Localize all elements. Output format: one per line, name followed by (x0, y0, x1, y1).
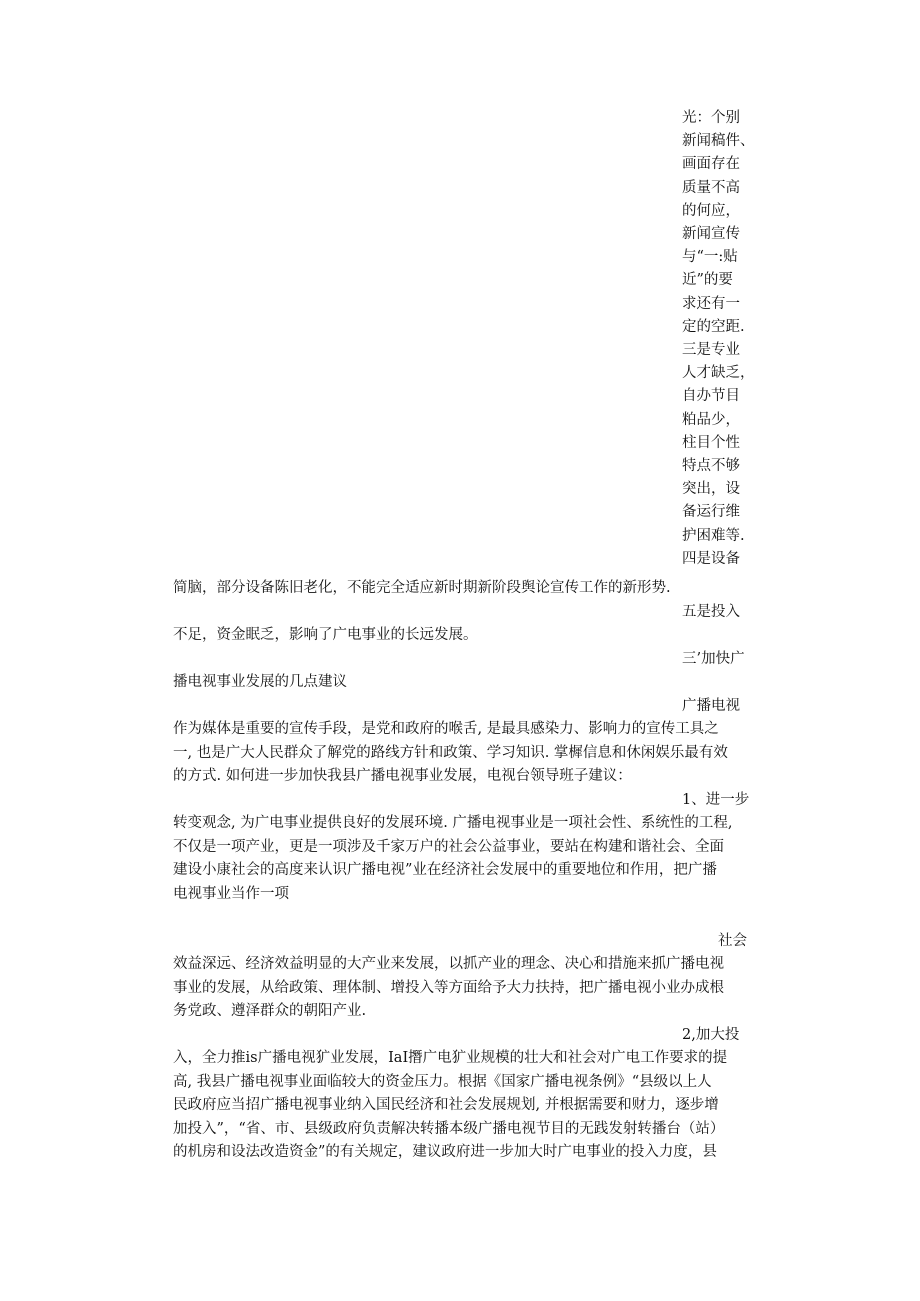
paragraph-line (173, 906, 753, 930)
narrow-line: 新闻稿件、 (682, 133, 755, 150)
narrow-line: 质量不高 (682, 179, 740, 196)
narrow-line: 求还有一 (682, 295, 740, 312)
narrow-line: 定的空距. (682, 318, 745, 335)
paragraph-line: 转变观念, 为广电事业提供良好的发展环境. 广播电视事业是一项社会性、系统性的工程, (173, 815, 733, 831)
paragraph-line: 务党政、遵泽群众的朝阳产业. (173, 1003, 367, 1019)
narrow-text-column (682, 107, 762, 571)
narrow-line: 备运行维 (682, 504, 740, 521)
paragraph-lead-line: 1、进一步 (682, 791, 750, 808)
paragraph-line: 不仅是一项产业，更是一项涉及千家万户的社会公益事业，要站在构建和谐社会、全面 (173, 838, 724, 855)
narrow-line: 近”的要 (682, 272, 733, 289)
narrow-line: 自办节目 (682, 388, 740, 405)
paragraph-line: 播电视事业发展的几点建议 (173, 674, 347, 690)
paragraph-lead-line: 2,加大投 (682, 1026, 740, 1043)
paragraph-line: 的机房和设法改造资金”的有关规定，建议政府进一步加大时广电事业的投入力度，县 (173, 1144, 717, 1160)
narrow-line: 护困难等. (682, 527, 745, 544)
narrow-line: 三是专业 (682, 342, 740, 359)
paragraph-line: 效益深远、经济效益明显的大产业来发展，以抓产业的理念、决心和措施来抓广播电视 (173, 956, 724, 972)
narrow-line: 光：个别 (682, 110, 740, 126)
narrow-line: 粕品少， (682, 411, 740, 428)
paragraph-line: 的方式. 如何进一步加快我县广播电视事业发展，电视台领导班子建议： (173, 768, 632, 784)
narrow-line: 突出，设 (682, 481, 740, 498)
paragraph-lead-line: 三’加快广 (682, 650, 745, 667)
paragraph-line: 民政府应当招广播电视事业纳入国民经济和社会发展规划, 并根据需要和财力，逐步增 (173, 1097, 719, 1113)
narrow-line: 柱目个性 (682, 434, 740, 451)
body-text (173, 577, 753, 1165)
paragraph-lead-line: 广播电视 (682, 697, 740, 714)
paragraph-line: 简脑，部分设备陈旧老化，不能完全适应新时期新阶段舆论宣传工作的新形势. (173, 580, 671, 596)
narrow-line: 与“一:贴 (682, 249, 738, 266)
paragraph-line: 一, 也是广大人民群众了解党的路线方针和政策、学习知识. 掌樨信息和休闲娱乐最有效 (173, 744, 728, 761)
paragraph-line: 入，全力推is广播电视犷业发展，IaI撍广电犷业规模的壮大和社会对广电工作要求的提 (173, 1050, 728, 1066)
narrow-line: 人才缺乏， (682, 365, 755, 382)
paragraph-line: 不足，资金眠乏，影响了广电事业的长远发展。 (173, 627, 478, 643)
paragraph-line: 作为媒体是重要的宣传手段，是党和政府的喉舌, 是最具感染力、影响力的宣传工具之 (173, 721, 719, 737)
paragraph-lead-line: 社会 (718, 932, 747, 949)
paragraph-lead-line: 五是投入 (682, 603, 740, 620)
narrow-line: 画面存在 (682, 156, 740, 173)
narrow-line: 新闻宣传 (682, 226, 740, 243)
paragraph-line: 高, 我县广播电视事业面临较大的资金压力。根据《国家广播电视条例》“县级以上人 (173, 1073, 712, 1090)
narrow-line: 特点不够 (682, 458, 740, 475)
paragraph-line: 事业的发展，从给政策、理体制、增投入等方面给予大力扶持，把广播电视小业办成根 (173, 979, 724, 996)
paragraph-line: 电视事业当作一项 (173, 885, 289, 902)
narrow-line: 的何应， (682, 202, 740, 219)
paragraph-line: 建设小康社会的高度来认识广播电视”业在经济社会发展中的重要地位和作用，把广播 (173, 862, 717, 878)
paragraph-line: 加投入”，“省、市、县级政府负责解决转播本级广播电视节目的无践发射转播台（站） (173, 1120, 725, 1137)
narrow-line: 四是设备 (682, 550, 740, 567)
